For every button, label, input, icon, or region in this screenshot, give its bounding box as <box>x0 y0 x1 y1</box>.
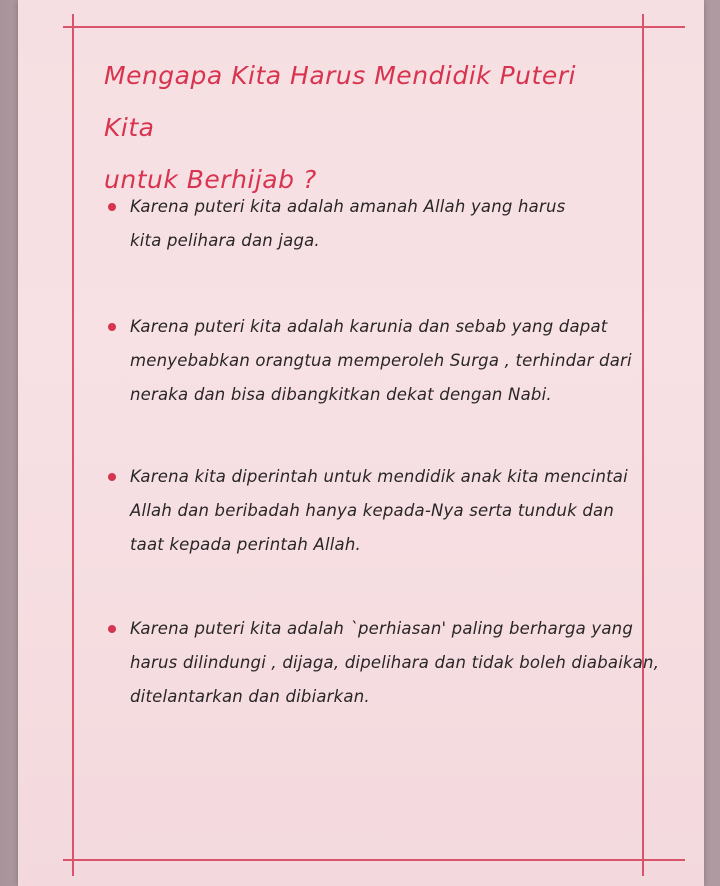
page-title <box>104 50 624 206</box>
item-line: ditelantarkan dan dibiarkan. <box>130 687 370 706</box>
bullet-dot-icon <box>108 473 116 481</box>
frame-line-bottom <box>63 859 685 861</box>
bullet-dot-icon <box>108 323 116 331</box>
list-item <box>104 612 660 714</box>
bullet-dot-icon <box>108 625 116 633</box>
frame-line-left <box>72 14 74 876</box>
item-line: kita pelihara dan jaga. <box>130 231 320 250</box>
item-line: menyebabkan orangtua memperoleh Surga , terhindar dari <box>130 351 632 370</box>
item-line: Karena kita diperintah untuk mendidik anak kita mencintai <box>130 467 628 486</box>
frame-line-top <box>63 26 685 28</box>
item-line: Karena puteri kita adalah `perhiasan' paling berharga yang <box>130 619 633 638</box>
item-line: Allah dan beribadah hanya kepada-Nya serta tunduk dan <box>130 501 614 520</box>
title-line-2: untuk Berhijab ? <box>104 165 317 194</box>
item-line: neraka dan bisa dibangkitkan dekat dengan Nabi. <box>130 385 552 404</box>
item-line: Karena puteri kita adalah amanah Allah yang harus <box>130 197 566 216</box>
item-line: taat kepada perintah Allah. <box>130 535 361 554</box>
paper-sheet <box>18 0 704 886</box>
item-line: harus dilindungi , dijaga, dipelihara dan tidak boleh diabaikan, <box>130 653 660 672</box>
title-line-1: Mengapa Kita Harus Mendidik Puteri Kita <box>104 61 576 142</box>
list-item <box>104 310 644 412</box>
list-item <box>104 190 644 258</box>
reasons-list <box>104 190 660 714</box>
bullet-dot-icon <box>108 203 116 211</box>
list-item <box>104 460 644 562</box>
item-line: Karena puteri kita adalah karunia dan sebab yang dapat <box>130 317 608 336</box>
